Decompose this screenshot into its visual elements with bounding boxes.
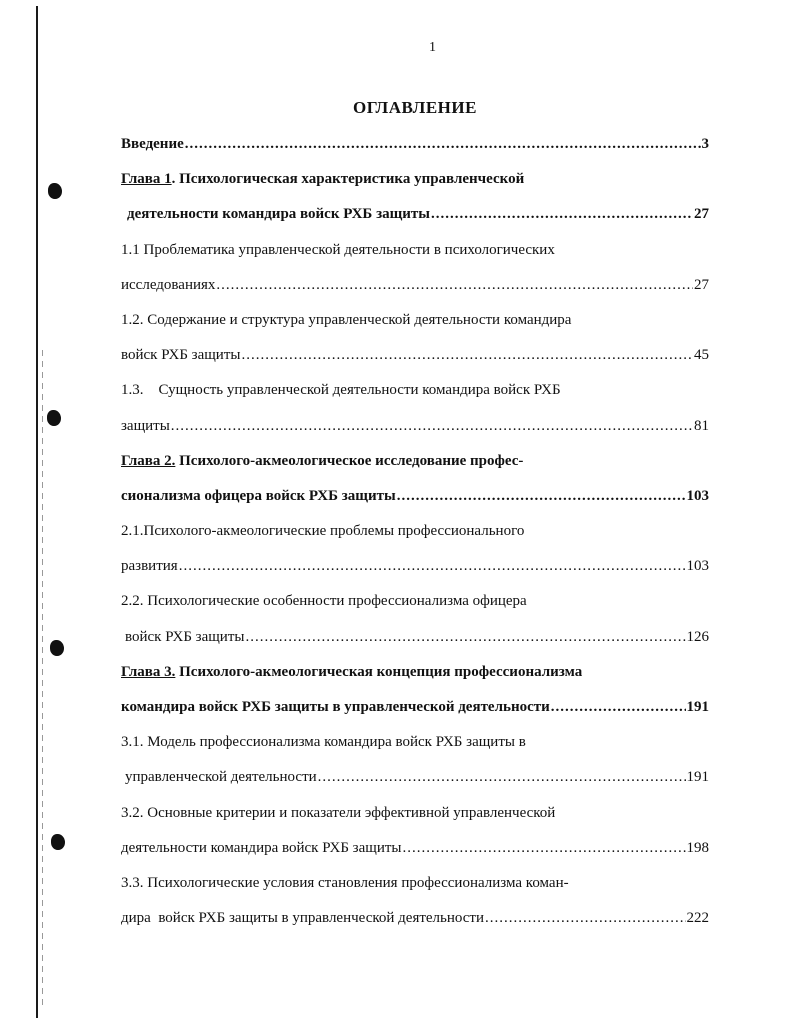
toc-section-1-2[interactable] [121,303,709,338]
dot-leader [171,409,693,444]
dot-leader [179,549,686,584]
section-title-cont: управленческой деятельности [125,769,317,786]
toc-entry-page: 45 [694,347,709,364]
section-title: 2.2. Психологические особенности профессионализма офицера [121,593,527,610]
dot-leader [485,901,685,936]
toc-section-1-3[interactable] [121,373,709,408]
punch-hole-mark [48,183,62,199]
toc-section-2-1-end[interactable] [121,549,709,584]
toc-entry-page: 103 [686,558,709,575]
toc-section-3-3-end[interactable] [121,901,709,936]
toc-section-2-2[interactable] [121,584,709,619]
toc-section-3-1-end[interactable] [121,760,709,795]
section-title-cont: защиты [121,417,170,434]
section-title-cont: исследованиях [121,276,216,293]
section-title: 1.1 Проблематика управленческой деятельности в психологических [121,241,555,258]
toc-chapter-3-heading[interactable] [121,655,709,690]
toc-entry-page: 103 [686,487,709,504]
toc-entry-page: 222 [686,910,709,927]
dot-leader [245,620,685,655]
toc-chapter-1-heading[interactable] [121,162,709,197]
punch-hole-mark [47,410,61,426]
section-title: 1.3. Сущность управленческой деятельности командира войск РХБ [121,382,561,399]
toc-section-1-1[interactable] [121,233,709,268]
dot-leader [216,268,693,303]
toc-entry-page: 198 [686,839,709,856]
section-title-cont: развития [121,558,178,575]
toc-entry-page: 27 [694,206,709,223]
section-title: 1.2. Содержание и структура управленческой деятельности командира [121,311,572,328]
toc-chapter-3-title-end[interactable] [121,690,709,725]
toc-section-1-1-end[interactable] [121,268,709,303]
punch-hole-mark [51,834,65,850]
toc-entry-page: 126 [686,628,709,645]
toc-chapter-2-title-end[interactable] [121,479,709,514]
toc-section-3-3[interactable] [121,866,709,901]
toc-entry-intro[interactable] [121,127,709,162]
punch-hole-mark [50,640,64,656]
toc-section-3-1[interactable] [121,725,709,760]
toc-section-2-1[interactable] [121,514,709,549]
section-title: 3.1. Модель профессионализма командира войск РХБ защиты в [121,734,526,751]
toc-section-1-3-end[interactable] [121,409,709,444]
toc-entry-page: 27 [694,276,709,293]
toc-entry-page: 81 [694,417,709,434]
toc-section-1-2-end[interactable] [121,338,709,373]
binding-edge-shadow [42,350,43,1010]
section-title: 2.1.Психолого-акмеологические проблемы профессионального [121,523,525,540]
page-number: 1 [429,40,436,55]
chapter-title-cont: сионализма офицера войск РХБ защиты [121,487,396,504]
toc-title: ОГЛАВЛЕНИЕ [353,98,477,117]
chapter-title-cont: деятельности командира войск РХБ защиты [127,206,431,223]
section-title-cont: деятельности командира войск РХБ защиты [121,839,402,856]
toc-entry-label: Введение [121,136,184,152]
dot-leader [431,197,693,232]
binding-edge-line [36,6,38,1018]
chapter-title-cont: командира войск РХБ защиты в управленческой деятельности [121,699,550,715]
section-title-cont: дира войск РХБ защиты в управленческой деятельности [121,910,485,927]
toc-section-3-2[interactable] [121,796,709,831]
section-title: 3.2. Основные критерии и показатели эффективной управленческой [121,804,556,821]
section-title: 3.3. Психологические условия становления профессионализма коман- [121,874,569,891]
chapter-title: Психолого-акмеологическая концепция профессионализма [175,663,583,680]
toc-entry-page: 3 [701,136,709,152]
toc-entry-page: 191 [686,769,709,786]
dot-leader [185,127,701,162]
dot-leader [397,479,686,514]
chapter-prefix: Глава 2. [121,452,176,469]
dot-leader [318,760,686,795]
toc-section-3-2-end[interactable] [121,831,709,866]
dot-leader [551,690,686,725]
chapter-title: Психолого-акмеологическое исследование профес- [175,452,524,469]
chapter-prefix: Глава 3. [121,663,176,680]
toc-chapter-2-heading[interactable] [121,444,709,479]
dot-leader [241,338,693,373]
section-title-cont: войск РХБ защиты [121,347,241,364]
dot-leader [402,831,685,866]
toc-entry-page: 191 [686,699,709,715]
chapter-prefix: Глава 1 [121,171,172,188]
toc-section-2-2-end[interactable] [121,620,709,655]
toc-chapter-1-title-end[interactable] [121,197,709,232]
table-of-contents [121,127,709,936]
section-title-cont: войск РХБ защиты [125,628,245,645]
chapter-title: . Психологическая характеристика управленческой [171,171,525,188]
